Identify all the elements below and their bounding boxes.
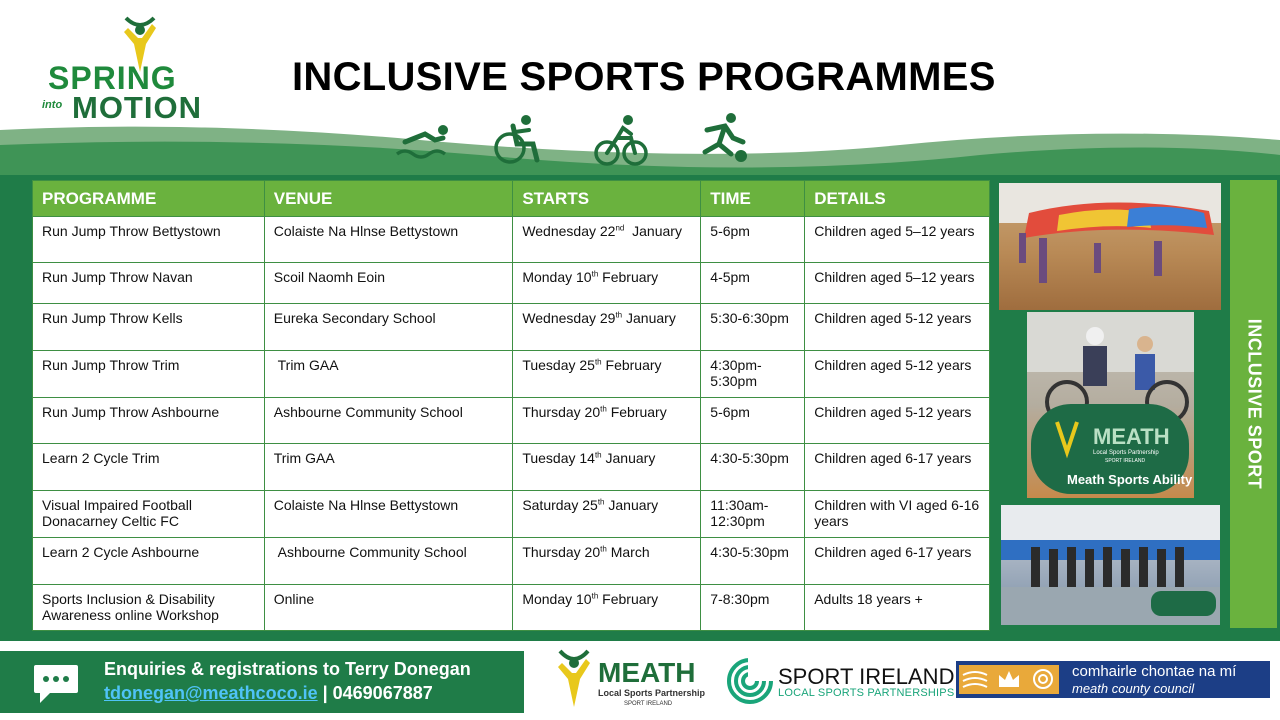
cycling-icon: [596, 115, 646, 164]
programmes-table: [32, 180, 990, 631]
starts-ordinal: th: [597, 497, 605, 507]
banner-meath-text: MEATH: [1093, 424, 1170, 449]
contact-details: [104, 683, 433, 704]
phone-number: 0469067887: [332, 683, 433, 703]
cell-time: 4:30-5:30pm: [701, 538, 805, 585]
starts-ordinal: th: [591, 269, 599, 279]
header-venue: VENUE: [264, 181, 513, 217]
starts-day: Tuesday 25: [522, 357, 595, 373]
cell-time: 5-6pm: [701, 398, 805, 444]
cell-starts: [513, 491, 701, 538]
sport-ireland-sub: LOCAL SPORTS PARTNERSHIPS: [778, 687, 955, 699]
starts-month: January: [624, 223, 682, 239]
sport-ireland-logo: [726, 656, 955, 706]
cell-programme: Run Jump Throw Trim: [33, 351, 265, 398]
sport-ireland-swirl-icon: [726, 657, 774, 705]
cell-venue: Eureka Secondary School: [264, 304, 513, 351]
starts-day: Tuesday 14: [522, 450, 595, 466]
starts-ordinal: th: [591, 591, 599, 601]
sport-ireland-title: SPORT IRELAND: [778, 664, 955, 689]
cell-time: 5-6pm: [701, 217, 805, 263]
photo-cycling-children: [1027, 312, 1194, 498]
cell-details: Children aged 6-17 years: [805, 538, 990, 585]
football-icon: [705, 113, 747, 162]
starts-month: February: [606, 404, 667, 420]
table-row: [33, 351, 990, 398]
sport-icons-row: [395, 108, 765, 168]
table-row: [33, 491, 990, 538]
table-row: [33, 444, 990, 491]
starts-month: January: [601, 450, 656, 466]
starts-day: Saturday 25: [522, 497, 598, 513]
cell-details: Children with VI aged 6-16 years: [805, 491, 990, 538]
chat-icon: [32, 663, 80, 705]
cell-programme: Run Jump Throw Ashbourne: [33, 398, 265, 444]
starts-day: Thursday 20: [522, 544, 601, 560]
starts-month: March: [606, 544, 650, 560]
logo-spring-text: SPRING: [48, 60, 177, 96]
cell-time: 4:30-5:30pm: [701, 444, 805, 491]
cell-starts: [513, 351, 701, 398]
cell-programme: Run Jump Throw Kells: [33, 304, 265, 351]
cell-details: Children aged 5–12 years: [805, 263, 990, 304]
cell-details: Children aged 5-12 years: [805, 351, 990, 398]
header-programme: PROGRAMME: [33, 181, 265, 217]
starts-day: Wednesday 29: [522, 310, 616, 326]
starts-day: Monday 10: [522, 269, 592, 285]
inclusive-sport-side-banner: [1230, 180, 1277, 628]
cell-venue: Colaiste Na Hlnse Bettystown: [264, 217, 513, 263]
contact-text: Enquiries & registrations to Terry Donegan: [104, 659, 471, 679]
council-irish-name: comhairle chontae na mí: [1072, 663, 1237, 680]
cell-details: Children aged 6-17 years: [805, 444, 990, 491]
starts-month: February: [598, 269, 659, 285]
starts-month: January: [604, 497, 659, 513]
cell-details: Children aged 5-12 years: [805, 304, 990, 351]
page-title: INCLUSIVE SPORTS PROGRAMMES: [292, 55, 996, 99]
meath-county-council-logo: [956, 661, 1270, 698]
banner-line1-text: Local Sports Partnership: [1093, 450, 1159, 456]
spring-into-motion-logo: [40, 14, 230, 124]
starts-ordinal: th: [594, 450, 602, 460]
header-time: TIME: [701, 181, 805, 217]
photo-group-event: [1001, 505, 1220, 625]
meath-lsp-logo: [552, 645, 707, 715]
cell-time: 5:30-6:30pm: [701, 304, 805, 351]
cell-starts: [513, 538, 701, 585]
cell-starts: [513, 304, 701, 351]
cell-venue: Ashbourne Community School: [264, 398, 513, 444]
starts-day: Monday 10: [522, 591, 592, 607]
banner-line2-text: SPORT IRELAND: [1105, 458, 1146, 464]
header-details: DETAILS: [805, 181, 990, 217]
contact-box: [0, 651, 524, 713]
cell-programme: Learn 2 Cycle Ashbourne: [33, 538, 265, 585]
cell-venue: Colaiste Na Hlnse Bettystown: [264, 491, 513, 538]
starts-ordinal: th: [600, 544, 607, 554]
cell-starts: [513, 444, 701, 491]
cell-venue: Trim GAA: [264, 351, 513, 398]
cell-time: 11:30am-12:30pm: [701, 491, 805, 538]
table-row: [33, 585, 990, 631]
cell-programme: Run Jump Throw Bettystown: [33, 217, 265, 263]
starts-ordinal: nd: [615, 223, 625, 233]
starts-ordinal: th: [615, 310, 623, 320]
table-header-row: [33, 181, 990, 217]
table-row: [33, 538, 990, 585]
banner-caption-text: Meath Sports Ability: [1067, 472, 1193, 487]
cell-starts: [513, 585, 701, 631]
starts-month: February: [601, 357, 662, 373]
cell-programme: Run Jump Throw Navan: [33, 263, 265, 304]
side-banner-text: INCLUSIVE SPORT: [1244, 318, 1264, 490]
cell-details: Children aged 5–12 years: [805, 217, 990, 263]
starts-day: Wednesday 22: [522, 223, 616, 239]
cell-programme: Visual Impaired Football Donacarney Celtic FC: [33, 491, 265, 538]
table-row: [33, 263, 990, 304]
cell-starts: [513, 217, 701, 263]
starts-day: Thursday 20: [522, 404, 601, 420]
cell-time: 4-5pm: [701, 263, 805, 304]
photo-parachute-game: [999, 183, 1221, 310]
starts-ordinal: th: [600, 404, 607, 414]
swimming-icon: [397, 125, 448, 157]
meath-logo-sub2: SPORT IRELAND: [624, 701, 673, 707]
table-row: [33, 304, 990, 351]
meath-logo-title: MEATH: [598, 657, 696, 688]
contact-separator: |: [317, 683, 333, 703]
header-starts: STARTS: [513, 181, 701, 217]
cell-time: 7-8:30pm: [701, 585, 805, 631]
table-row: [33, 398, 990, 444]
meath-figure-icon: [552, 645, 596, 711]
cell-programme: Learn 2 Cycle Trim: [33, 444, 265, 491]
cell-venue: Scoil Naomh Eoin: [264, 263, 513, 304]
cell-venue: Ashbourne Community School: [264, 538, 513, 585]
logo-motion-text: MOTION: [72, 90, 202, 125]
table-row: [33, 217, 990, 263]
cell-starts: [513, 398, 701, 444]
meath-logo-sub: Local Sports Partnership: [598, 688, 706, 698]
council-english-name: meath county council: [1072, 681, 1195, 696]
cell-venue: Online: [264, 585, 513, 631]
starts-ordinal: th: [594, 357, 602, 367]
cell-time: 4:30pm-5:30pm: [701, 351, 805, 398]
council-crest-icon: [959, 665, 1059, 694]
wheelchair-icon: [496, 115, 537, 162]
cell-details: Adults 18 years +: [805, 585, 990, 631]
cell-details: Children aged 5-12 years: [805, 398, 990, 444]
starts-month: January: [622, 310, 676, 326]
cell-programme: Sports Inclusion & Disability Awareness online Workshop: [33, 585, 265, 631]
cell-venue: Trim GAA: [264, 444, 513, 491]
email-link[interactable]: tdonegan@meathcoco.ie: [104, 683, 318, 703]
cell-starts: [513, 263, 701, 304]
logo-into-text: into: [42, 99, 63, 111]
starts-month: February: [598, 591, 659, 607]
